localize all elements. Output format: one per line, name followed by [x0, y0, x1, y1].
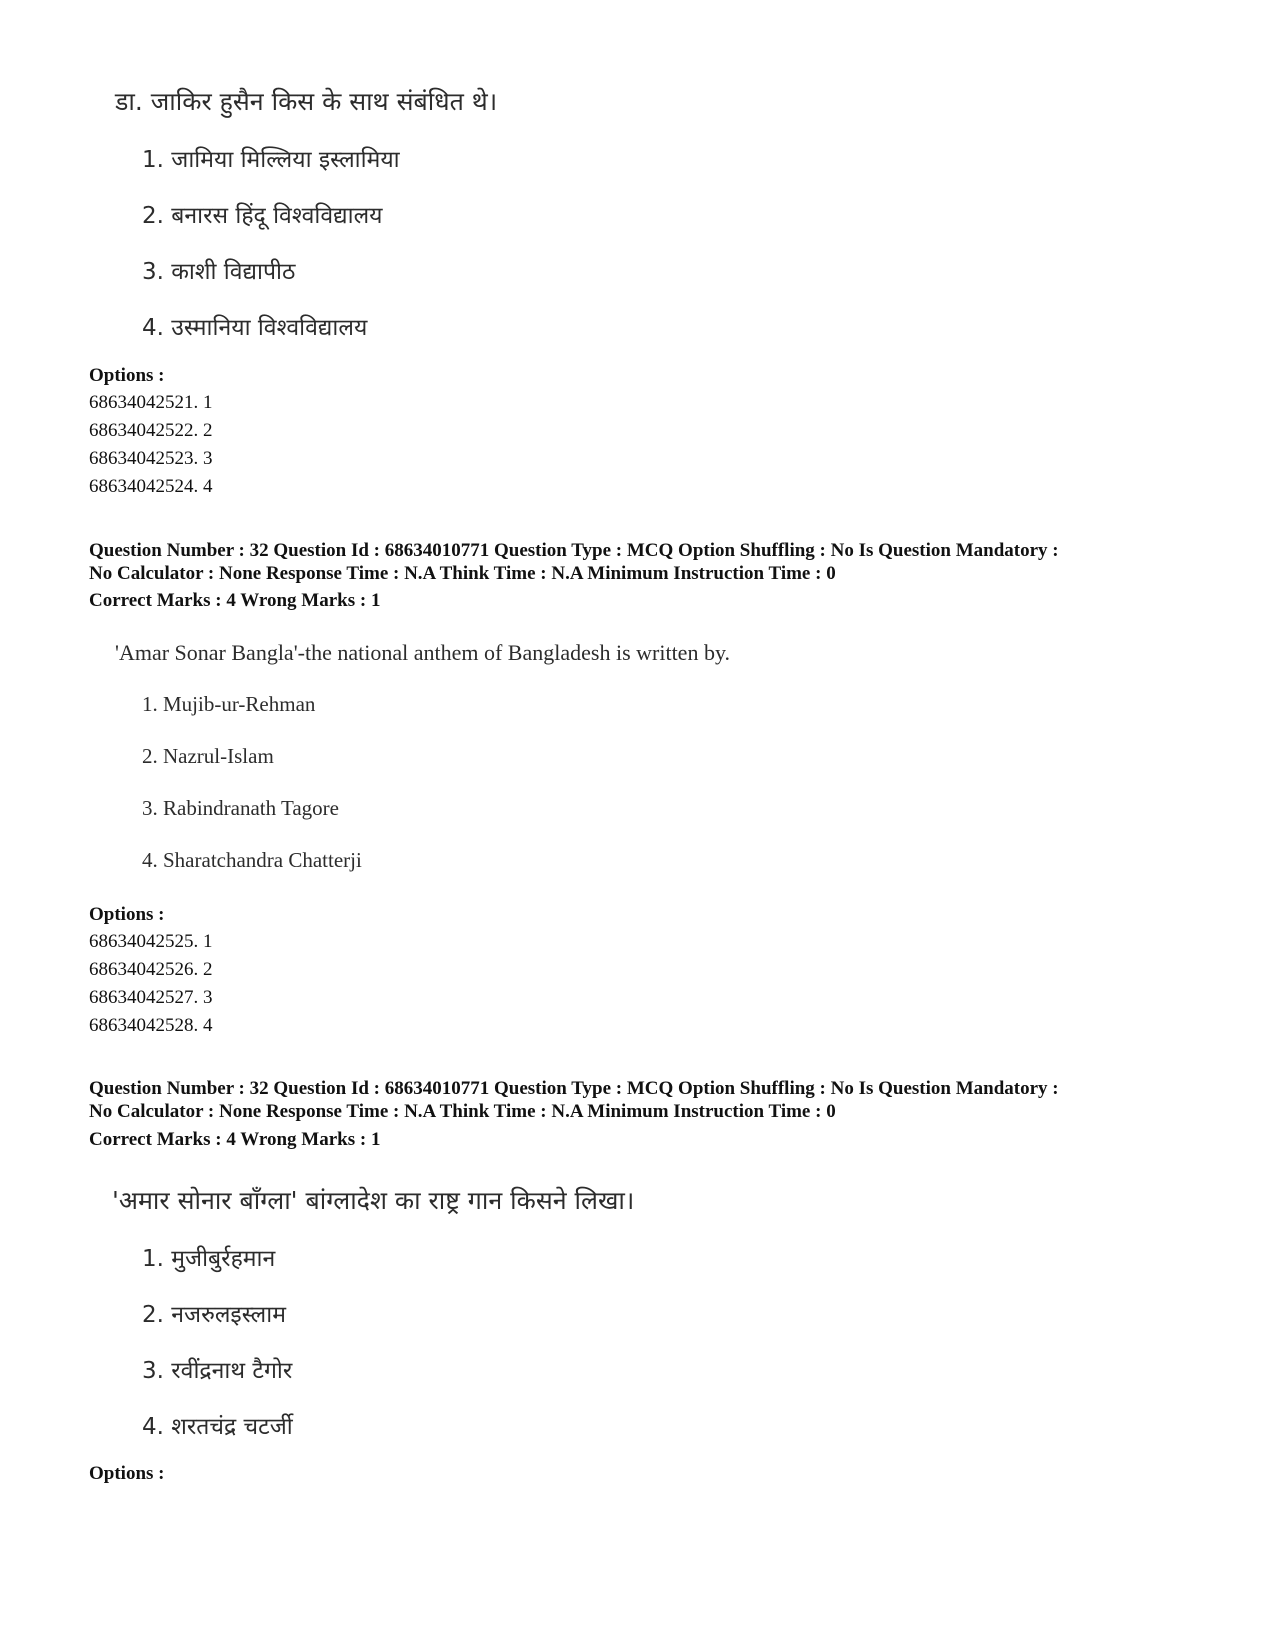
option-line: 68634042527. 3 [89, 987, 213, 1008]
question-stem: 'Amar Sonar Bangla'-the national anthem of Bangladesh is written by. [115, 640, 731, 665]
question-stem: 'अमार सोनार बाँग्ला' बांग्लादेश का राष्ट्र गान किसने लिखा। [112, 1186, 635, 1215]
choice-item: 1. Mujib-ur-Rehman [142, 692, 316, 716]
option-line: 68634042526. 2 [89, 959, 213, 980]
choice-item: 2. Nazrul-Islam [142, 744, 274, 768]
question-meta-line: Question Number : 32 Question Id : 68634010771 Question Type : MCQ Option Shuffling : No Is Question Mandatory : [89, 540, 1059, 561]
options-heading: Options : [89, 365, 165, 386]
choice-item: 4. शरतचंद्र चटर्जी [142, 1414, 293, 1440]
question-meta-line: No Calculator : None Response Time : N.A Think Time : N.A Minimum Instruction Time : 0 [89, 1101, 836, 1122]
choice-item: 2. नजरुलइस्लाम [142, 1302, 286, 1328]
question-marks: Correct Marks : 4 Wrong Marks : 1 [89, 590, 381, 611]
option-line: 68634042525. 1 [89, 931, 213, 952]
choice-item: 1. जामिया मिल्लिया इस्लामिया [142, 147, 400, 173]
option-line: 68634042522. 2 [89, 420, 213, 441]
choice-item: 4. Sharatchandra Chatterji [142, 848, 362, 872]
question-meta-line: No Calculator : None Response Time : N.A Think Time : N.A Minimum Instruction Time : 0 [89, 563, 836, 584]
choice-item: 4. उस्मानिया विश्वविद्यालय [142, 315, 368, 341]
option-line: 68634042528. 4 [89, 1015, 213, 1036]
option-line: 68634042521. 1 [89, 392, 213, 413]
choice-item: 3. रवींद्रनाथ टैगोर [142, 1358, 293, 1384]
option-line: 68634042524. 4 [89, 476, 213, 497]
question-meta-line: Question Number : 32 Question Id : 68634010771 Question Type : MCQ Option Shuffling : No Is Question Mandatory : [89, 1078, 1059, 1099]
question-marks: Correct Marks : 4 Wrong Marks : 1 [89, 1129, 381, 1150]
choice-item: 1. मुजीबुर्रहमान [142, 1246, 276, 1272]
options-heading: Options : [89, 904, 165, 925]
choice-item: 2. बनारस हिंदू विश्वविद्यालय [142, 203, 383, 229]
choice-item: 3. काशी विद्यापीठ [142, 259, 296, 285]
question-stem: डा. जाकिर हुसैन किस के साथ संबंधित थे। [115, 87, 498, 116]
options-heading: Options : [89, 1463, 165, 1484]
choice-item: 3. Rabindranath Tagore [142, 796, 339, 820]
option-line: 68634042523. 3 [89, 448, 213, 469]
